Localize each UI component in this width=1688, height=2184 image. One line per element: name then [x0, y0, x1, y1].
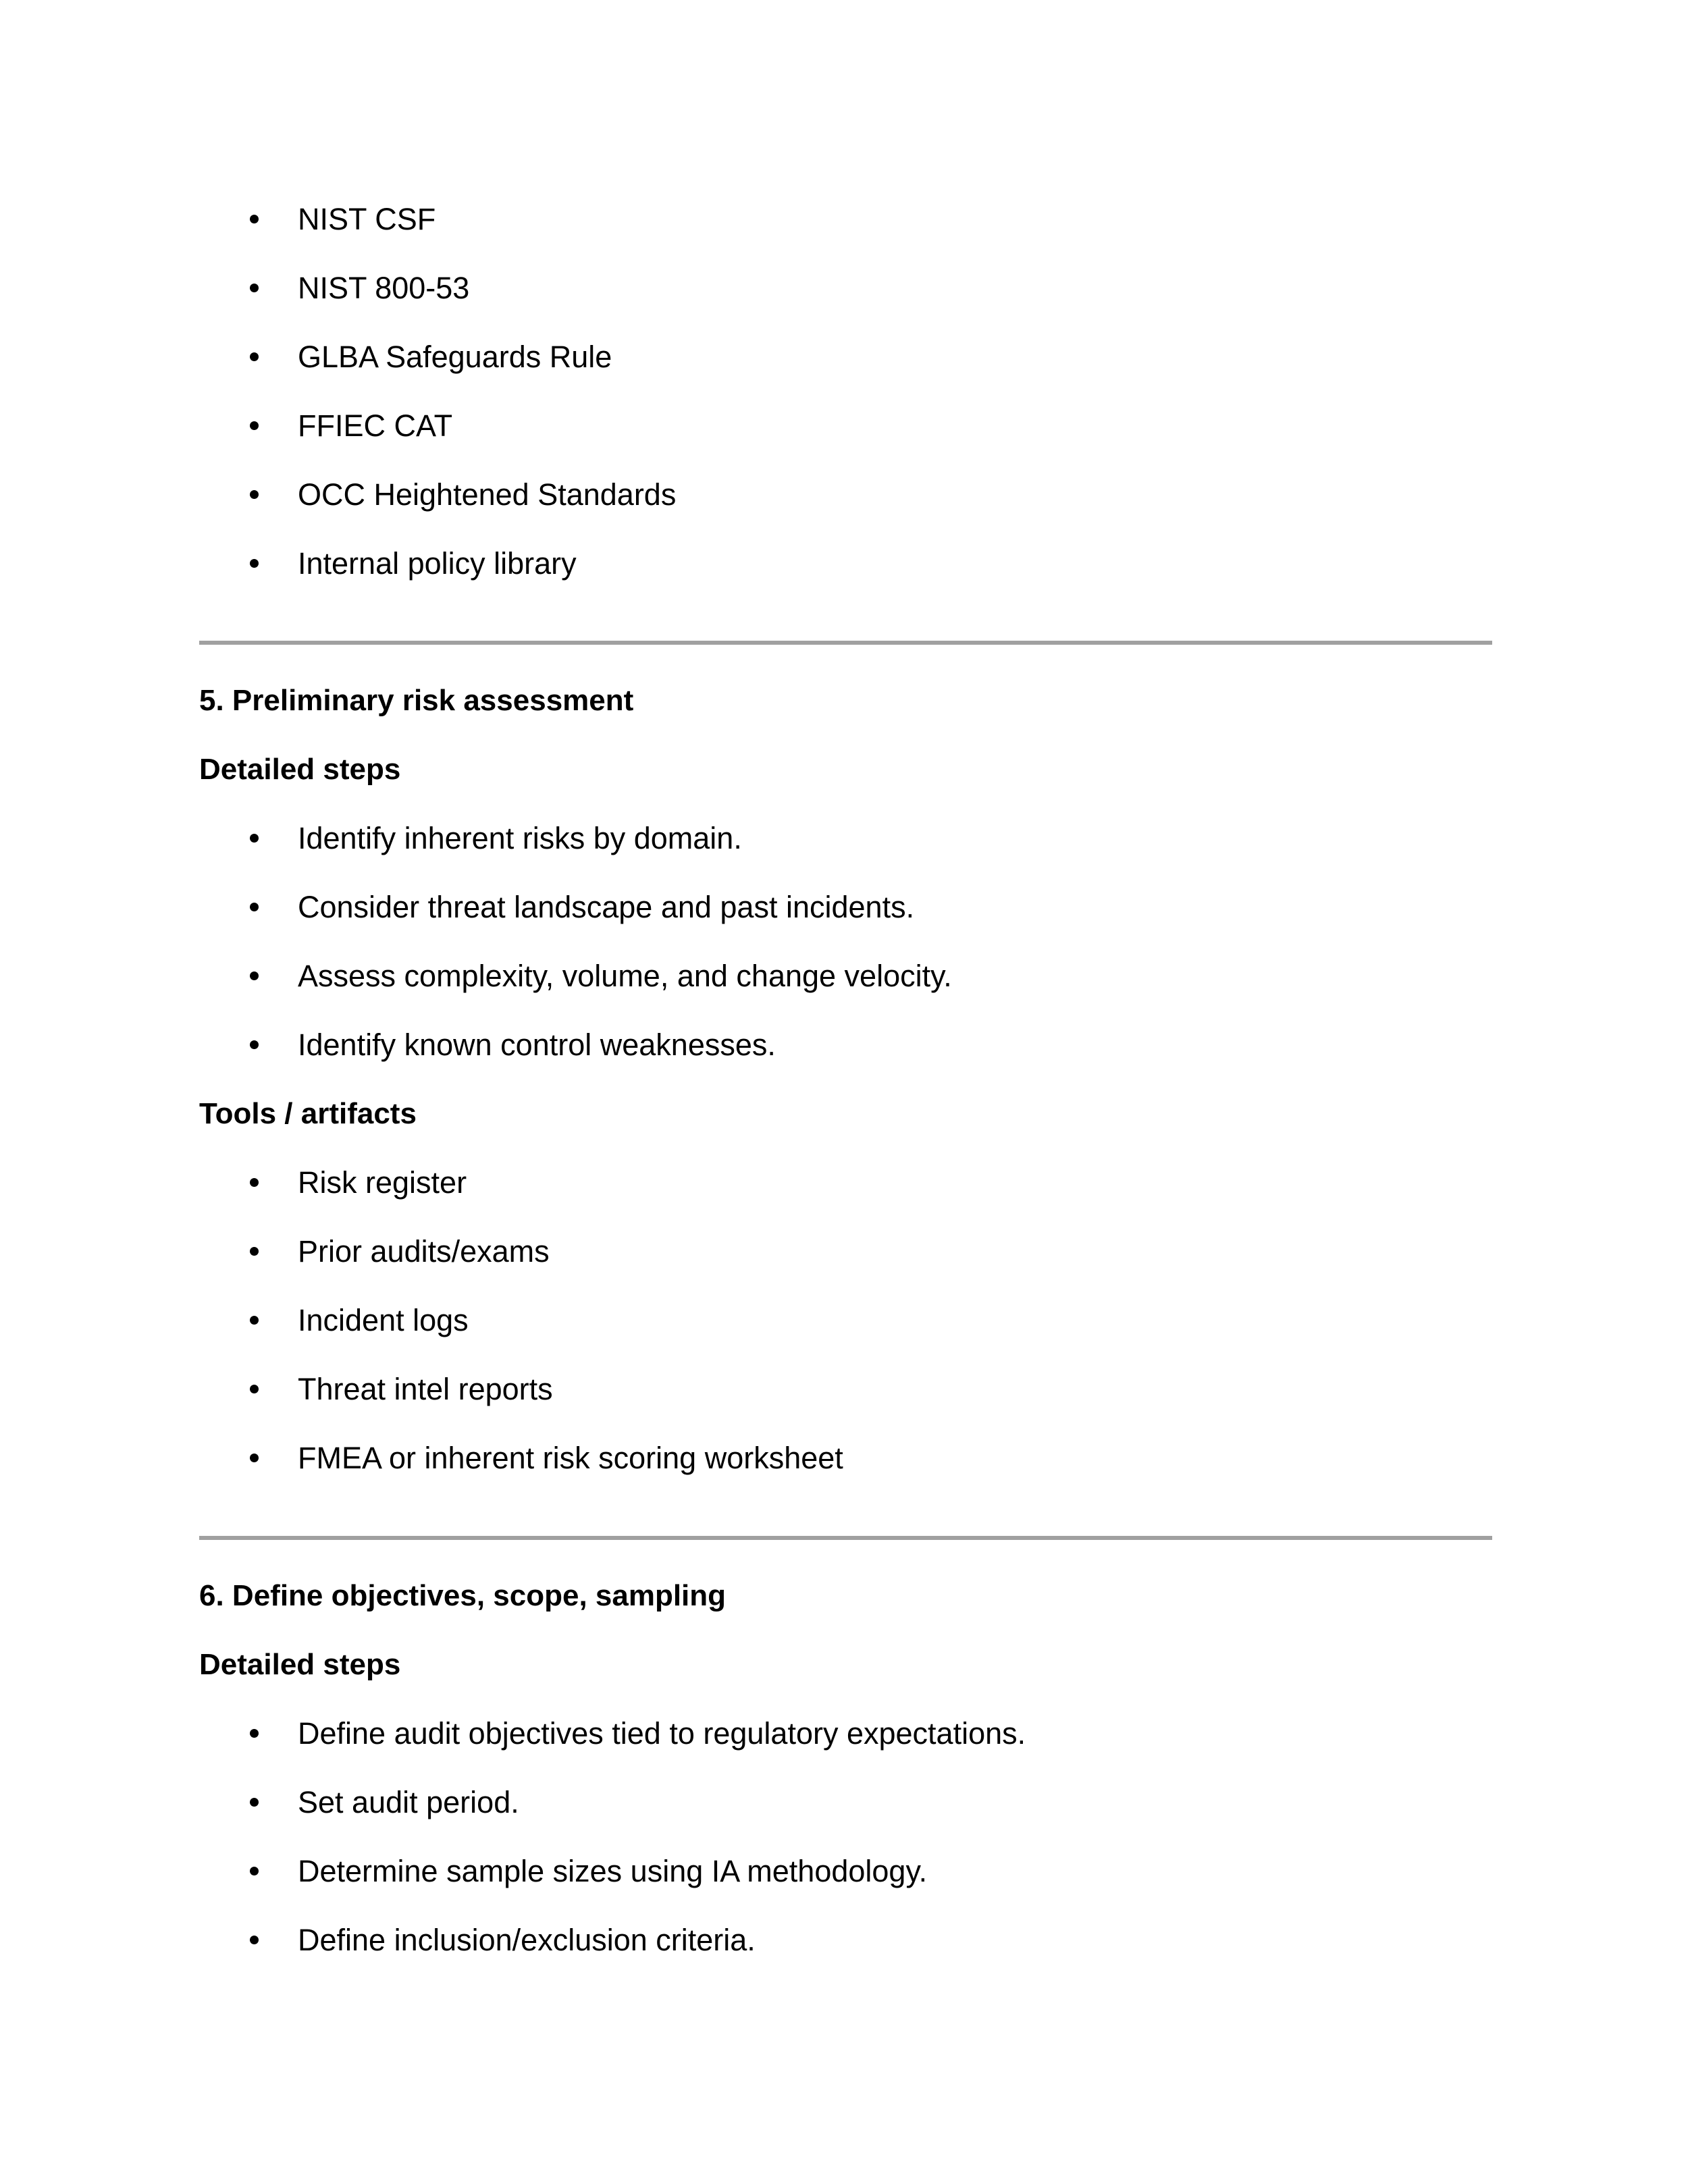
list-item-text: NIST 800-53: [298, 271, 470, 305]
bullet-icon: [250, 834, 259, 843]
bullet-icon: [250, 1454, 259, 1462]
bullet-icon: [250, 1385, 259, 1393]
list-item-text: Consider threat landscape and past incidents.: [298, 890, 915, 924]
list-item-text: FFIEC CAT: [298, 408, 453, 443]
list-item: [0, 1159, 1688, 1206]
list-item-text: GLBA Safeguards Rule: [298, 340, 612, 374]
bullet-icon: [250, 1729, 259, 1738]
list-item: [0, 884, 1688, 931]
section-title: 6. Define objectives, scope, sampling: [199, 1579, 727, 1612]
bullet-icon: [250, 1867, 259, 1875]
list-item-text: Identify known control weaknesses.: [298, 1028, 776, 1062]
list-item-text: Identify inherent risks by domain.: [298, 821, 742, 855]
bullet-icon: [250, 559, 259, 568]
list-item: [0, 1366, 1688, 1413]
bullet-icon: [250, 1178, 259, 1187]
bullet-icon: [250, 1040, 259, 1049]
list-item: [0, 1848, 1688, 1895]
list-item: [0, 334, 1688, 381]
bullet-icon: [250, 903, 259, 911]
horizontal-divider: [199, 1536, 1492, 1540]
list-item-text: Threat intel reports: [298, 1372, 553, 1406]
list-item: [0, 1297, 1688, 1344]
list-item-text: Set audit period.: [298, 1785, 519, 1819]
list-item-text: FMEA or inherent risk scoring worksheet: [298, 1441, 843, 1475]
section-title: 5. Preliminary risk assessment: [199, 684, 634, 717]
list-item-text: Prior audits/exams: [298, 1234, 550, 1269]
list-item-text: Define audit objectives tied to regulatory expectations.: [298, 1716, 1026, 1751]
list-item-text: Incident logs: [298, 1303, 469, 1337]
list-item: [0, 1710, 1688, 1757]
subsection-heading-tools: Tools / artifacts: [199, 1097, 417, 1130]
list-item: [0, 1021, 1688, 1069]
bullet-icon: [250, 215, 259, 223]
list-item-text: NIST CSF: [298, 202, 436, 236]
list-item-text: Assess complexity, volume, and change velocity.: [298, 959, 952, 993]
list-item-text: Risk register: [298, 1165, 467, 1200]
list-item: [0, 540, 1688, 587]
bullet-icon: [250, 1798, 259, 1807]
list-item: [0, 1228, 1688, 1275]
list-item: [0, 196, 1688, 243]
subsection-heading-steps: Detailed steps: [199, 1648, 401, 1681]
list-item: [0, 953, 1688, 1000]
bullet-icon: [250, 1316, 259, 1325]
list-item-text: OCC Heightened Standards: [298, 477, 677, 512]
bullet-icon: [250, 421, 259, 430]
bullet-icon: [250, 1247, 259, 1256]
bullet-icon: [250, 1936, 259, 1944]
bullet-icon: [250, 284, 259, 292]
bullet-icon: [250, 490, 259, 499]
bullet-icon: [250, 352, 259, 361]
list-item: [0, 1917, 1688, 1964]
list-item: [0, 1435, 1688, 1482]
list-item-text: Define inclusion/exclusion criteria.: [298, 1923, 756, 1957]
list-item: [0, 1779, 1688, 1826]
list-item: [0, 471, 1688, 518]
horizontal-divider: [199, 641, 1492, 645]
list-item: [0, 402, 1688, 450]
list-item-text: Determine sample sizes using IA methodology.: [298, 1854, 928, 1888]
bullet-icon: [250, 971, 259, 980]
subsection-heading-steps: Detailed steps: [199, 753, 401, 786]
list-item-text: Internal policy library: [298, 546, 577, 581]
list-item: [0, 265, 1688, 312]
list-item: [0, 815, 1688, 862]
